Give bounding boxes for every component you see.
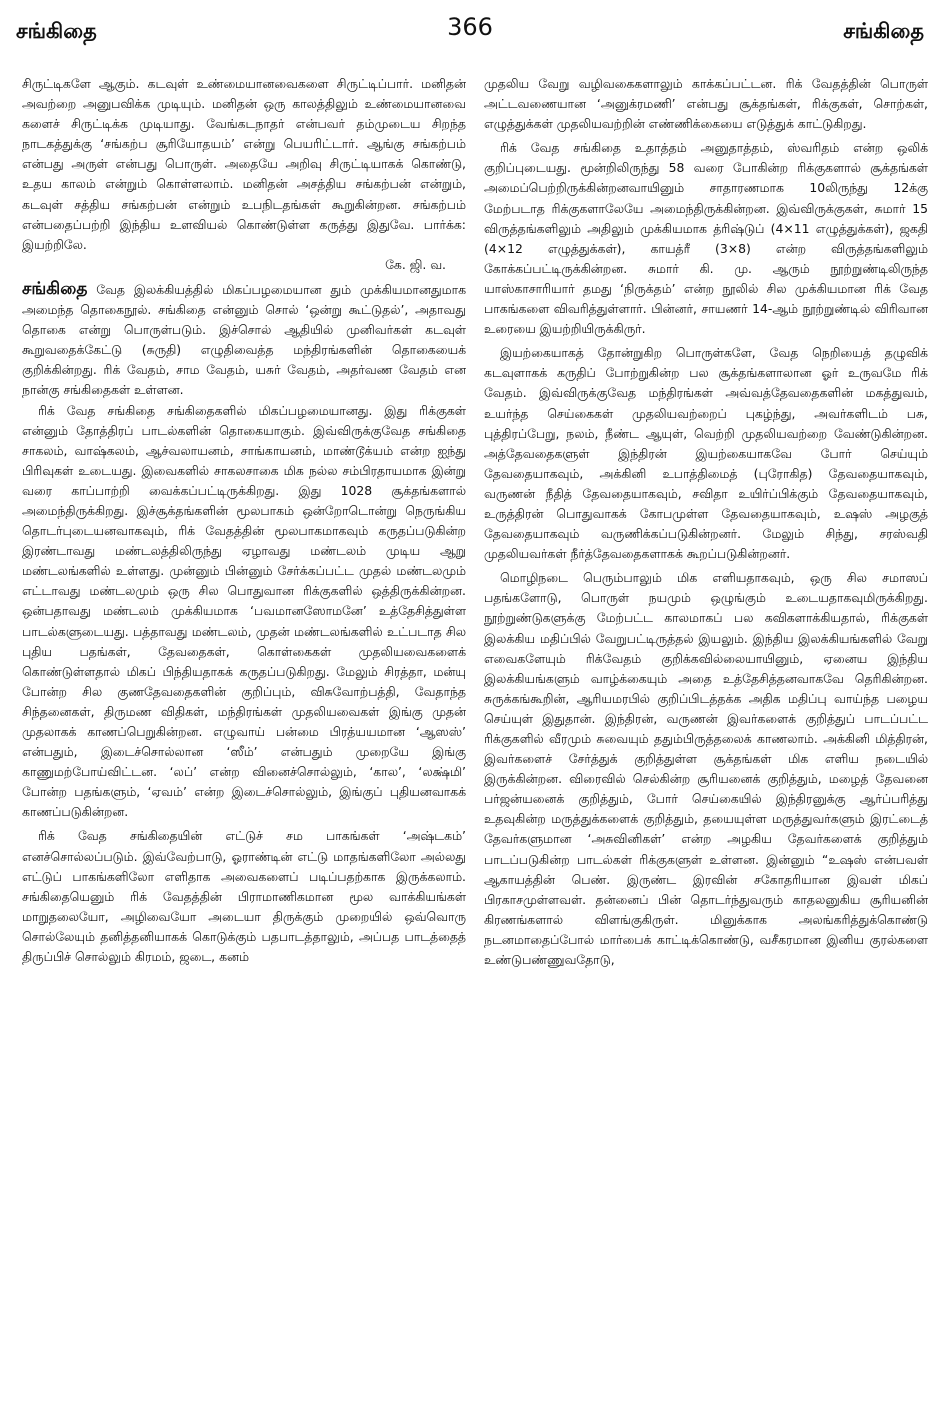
page-header <box>0 0 940 52</box>
paragraph: இயற்கையாகத் தோன்றுகிற பொருள்களே, வேத நெறியைத் தழுவிக் கடவுளாகக் கருதிப் போற்றுகின்ற பல சூக்தங்களாலான ஓர் உருவமே ரிக் வேதம். இவ்விருக்குவேத மந்திரங்கள் அவ்வத்தேவதைகளின் மகத்துவம், உயர்ந்த செய்கைகள் முதலியவற்றைப் புகழ்ந்து, அவர்களிடம் பசு, புத்திரப்பேறு, நலம், நீண்ட ஆயுள், வெற்றி முதலியவற்றை வேண்டுகின்றன. அத்தேவதைகளுள் இந்திரன் இயற்கையாகவே போர் செய்யும் தேவதையாகவும், அக்கினி உபாத்திமைத் (புரோகித) தேவதையாகவும், வருணன் நீதித் தேவதையாகவும், சவிதா உயிர்ப்பிக்கும் தேவதையாகவும், உருத்திரன் பொதுவாகக் கோபமுள்ள தேவதையாகவும், உஷஸ் அழகுத் தேவதையாகவும் வருணிக்கப்படுகின்றனர். மேலும் சிந்து, சரஸ்வதி முதலியவர்கள் நீர்த்தேவதைகளாகக் கூறப்படுகின்றனர். <box>484 345 928 562</box>
paragraph: ரிக் வேத சங்கிதையின் எட்டுச் சம பாகங்கள் ‘அஷ்டகம்’ எனச்சொல்லப்படும். இவ்வேற்பாடு, ஓராண்டின் எட்டு மாதங்களிலோ அல்லது எட்டுப் பாகங்களிலோ எளிதாக அவைகளைப் படிப்பதற்காக இருக்கலாம். சங்கிதையெனும் ரிக் வேதத்தின் பிராமாணிகமான மூல வாக்கியங்கள் மாறுதலையோ, அழிவையோ அடையா திருக்கும் முறையில் ஒவ்வொரு சொல்லேயும் தனித்தனியாகக் கொடுக்கும் பதபாடத்தாலும், அப்பத பாடத்தைத் திருப்பிச் சொல்லும் கிரமம், ஜடை, கனம் <box>22 828 466 965</box>
author-signature: கே. ஜி. வ. <box>385 256 446 272</box>
paragraph: மொழிநடை பெரும்பாலும் மிக எளியதாகவும், ஒரு சில சமாஸப் பதங்களோடு, பொருள் நயமும் ஒழுங்கும் உடையதாகவுமிருக்கிறது. நூற்றுண்டுகளுக்கு மேற்பட்ட காலமாகப் பல கவிகளாக்கியதால், ரிக்குகள் இலக்கிய மதிப்பில் வேறுபட்டிருத்தல் இயலும். இந்திய இலக்கியங்களில் வேறு எவைகளேயும் ரிக்வேதம் குறிக்கவில்லையாயினும், ஏனைய இந்திய இலக்கியங்களும் வாழ்க்கையும் அதை உத்தேசித்தனவாகவே தெரிகின்றன. சுருக்கங்கூறின், ஆரியமரபில் குறிப்பிடத்தக்க அதிக மதிப்பு வாய்ந்த பழைய செய்யுள் இதுதான். இந்திரன், வருணன் இவர்களைக் குறித்துப் பாடப்பட்ட ரிக்குகளில் வீரமும் சுவையும் ததும்பிருத்தலைக் காணலாம். அக்கினி மித்திரன், இவர்களைச் சேர்த்துக் குறித்துள்ள சூக்தங்கள் மிக எளிய நடையில் இருக்கின்றன. விரைவில் செல்கின்ற சூரியனைக் குறித்தும், மழைத் தேவனை பர்ஜன்யனைக் குறித்தும், போர் செய்கையில் இந்திரனுக்கு ஆர்ப்பரித்து உதவுகின்ற மருத்துக்களைக் குறித்தும், தயையுள்ள மருத்துவர்களும் இரட்டைத் தேவர்களுமான ‘அசுவினிகள்’ என்ற அழகிய தேவர்களைக் குறித்தும் பாடப்படுகின்ற பாடல்கள் ரிக்குகளுள் உள்ளன. இன்னும் “உஷஸ் என்பவள் ஆகாயத்தின் பெண். இருண்ட இரவின் சகோதரியான இவள் மிகப் பிரகாசமுள்ளவள். தன்னைப் பின் தொடர்ந்துவரும் காதலனுகிய சூரியனின் கிரணங்களால் விளங்குகிருள். மினுக்காக அலங்கரித்துக்கொண்டு நடனமாதைப்போல் மார்பைக் காட்டிக்கொண்டு, வசீகரமான இனிய குரல்களை உண்டுபண்ணுவதோடு, <box>484 570 928 968</box>
paragraph: சிருட்டிகளே ஆகும். கடவுள் உண்மையானவைகளை சிருட்டிப்பார். மனிதன் அவற்றை அனுபவிக்க முடியும். மனிதன் ஒரு காலத்திலும் உண்மையானவை களைச் சிருட்டிக்க முடியாது. வேங்கடநாதர் என்பவர் தம்முடைய சிறந்த நாடகத்துக்கு ‘சங்கற்ப சூரியோதயம்’ என்று பெயரிட்டார். ஆங்கு சங்கற்பம் என்பது அருள் என்பது பொருள். அதையே அறிவு சிருட்டியாகக் கொண்டு, உதய காலம் என்றும் கொள்ளலாம். மனிதன் அசத்திய சங்கற்பன் என்றும், கடவுள் சத்திய சங்கற்பன் என்றும் உபநிடதங்கள் கூறுகின்றன. சங்கற்பம் என்பதைப்பற்றி இந்திய உளவியல் கொண்டுள்ள கருத்து இதுவே. பார்க்க: இயற்றிலே. <box>22 76 466 252</box>
entry-text: வேத இலக்கியத்தில் மிகப்பழமையான தும் முக்கியமானதுமாக அமைந்த தொகைநூல். சங்கிதை என்னும் சொல் ‘ஒன்று கூட்டுதல்’, அதாவது தொகை என்று பொருள்படும். இச்சொல் ஆதியில் முனிவர்கள் கடவுள் கூறுவதைக்கேட்டு (சுருதி) எழுதிவைத்த மந்திரங்களின் தொகையைக் குறிக்கின்றது. ரிக் வேதம், சாம வேதம், யசுர் வேதம், அதர்வண வேதம் என நான்கு சங்கிதைகள் உள்ளன. <box>22 281 466 398</box>
right-column <box>484 74 928 1414</box>
page-number: 366 <box>447 13 493 41</box>
paragraph: ரிக் வேத சங்கிதை சங்கிதைகளில் மிகப்பழமையானது. இது ரிக்குகள் என்னும் தோத்திரப் பாடல்களின் தொகையாகும். இவ்விருக்குவேத சங்கிதை சாகலம், வாஷ்கலம், ஆச்வலாயனம், சாங்காயனம், மாண்டூக்யம் என்ற ஐந்து பிரிவுகள் உடையது. இவைகளில் சாகலசாகை மிக நல்ல சம்பிரதாயமாக இன்று வரை காப்பாற்றி வைக்கப்பட்டிருக்கிறது. இது 1028 சூக்தங்களால் அமைந்திருக்கிறது. இச்சூக்தங்களின் மூலபாகம் ஒன்றோடொன்று நெருங்கிய தொடர்புடையனவாகவும், ரிக் வேதத்தின் மூலபாகமாகவும் கருதப்படுகின்ற இரண்டாவது மண்டலத்திலிருந்து ஏழாவது மண்டலம் முடிய ஆறு மண்டலங்களில் உள்ளது. முன்னும் பின்னும் சேர்க்கப்பட்ட முதல் மண்டலமும் எட்டாவது மண்டலமும் ஒரு சில பொதுவான ரிக்குகளில் ஒத்திருக்கின்றன. ஒன்பதாவது மண்டலம் முக்கியமாக ‘பவமானஸோமனே’ உத்தேசித்துள்ள பாடல்களுடையது. பத்தாவது மண்டலம், முதன் மண்டலங்களில் உட்படாத சில புதிய பதங்கள், தேவதைகள், கொள்கைகள் முதலியவைகளைக் கொண்டுள்ளதால் மிகப் பிந்தியதாகக் கருதப்படுகிறது. மேலும் சிரத்தா, மன்யு போன்ற சில குணதேவதைகளின் குறிப்பும், விசுவோற்பத்தி, வேதாந்த சிந்தனைகள், திருமண விதிகள், மந்திரங்கள் முதலியவைகள் இங்கு முதன் முதலாகக் காணப்பெறுகின்றன. எழுவாய் பன்மை பிரத்யயமான ‘ஆஸஸ்’ என்பதும், இடைச்சொல்லான ‘ஸீம்’ என்பதும் முறையே இங்கு காணுமற்போய்விட்டன. ‘லப்’ என்ற வினைச்சொல்லும், ‘கால’, ‘லக்ஷ்மி’ போன்ற பதங்களும், ‘ஏவம்’ என்ற இடைச்சொல்லும், இங்குப் புதியனவாகக் காணப்படுகின்றன. <box>22 402 466 820</box>
paragraph: ரிக் வேத சங்கிதை உதாத்தம் அனுதாத்தம், ஸ்வரிதம் என்ற ஒலிக் குறிப்புடையது. மூன்றிலிருந்து 58 வரை போகின்ற ரிக்குகளால் சூக்தங்கள் அமைப்பெற்றிருக்கின்றனவாயினும் சாதாரணமாக 10லிருந்து 12க்கு மேற்படாத ரிக்குகளாலேயே அமைந்திருக்கின்றன. இவ்விருக்குகள், சுமார் 15 விருத்தங்களிலும் அதிலும் முக்கியமாக த்ரிஷ்டுப் (4×11 எழுத்துக்கள்), ஜகதி (4×12 எழுத்துக்கள்), காயத்ரீ (3×8) என்ற விருத்தங்களிலும் கோக்கப்பட்டிருக்கின்றன. சுமார் கி. மு. ஆரும் நூற்றுண்டிலிருந்த யாஸ்காசாரியார் தமது ‘நிருக்தம்’ என்ற நூலில் சில முக்கியமான ரிக் வேத பாகங்களை விவரித்துள்ளார். பின்னர், சாயணர் 14-ஆம் நூற்றுண்டில் விரிவான உரையை இயற்றியிருக்கிருர். <box>484 140 928 337</box>
running-head-left: சங்கிதை <box>16 19 97 43</box>
entry-headword: சங்கிதை <box>22 278 88 299</box>
entry-paragraph <box>22 279 466 401</box>
running-head-right: சங்கிதை <box>843 19 924 43</box>
left-column <box>22 74 466 1414</box>
paragraph: முதலிய வேறு வழிவகைகளாலும் காக்கப்பட்டன. ரிக் வேதத்தின் பொருள் அட்டவணையான ‘அனுக்ரமணி’ என்பது சூக்தங்கள், ரிக்குகள், சொற்கள், எழுத்துக்கள் முதலியவற்றின் எண்ணிக்கையை எடுத்துக் காட்டுகிறது. <box>484 76 928 132</box>
